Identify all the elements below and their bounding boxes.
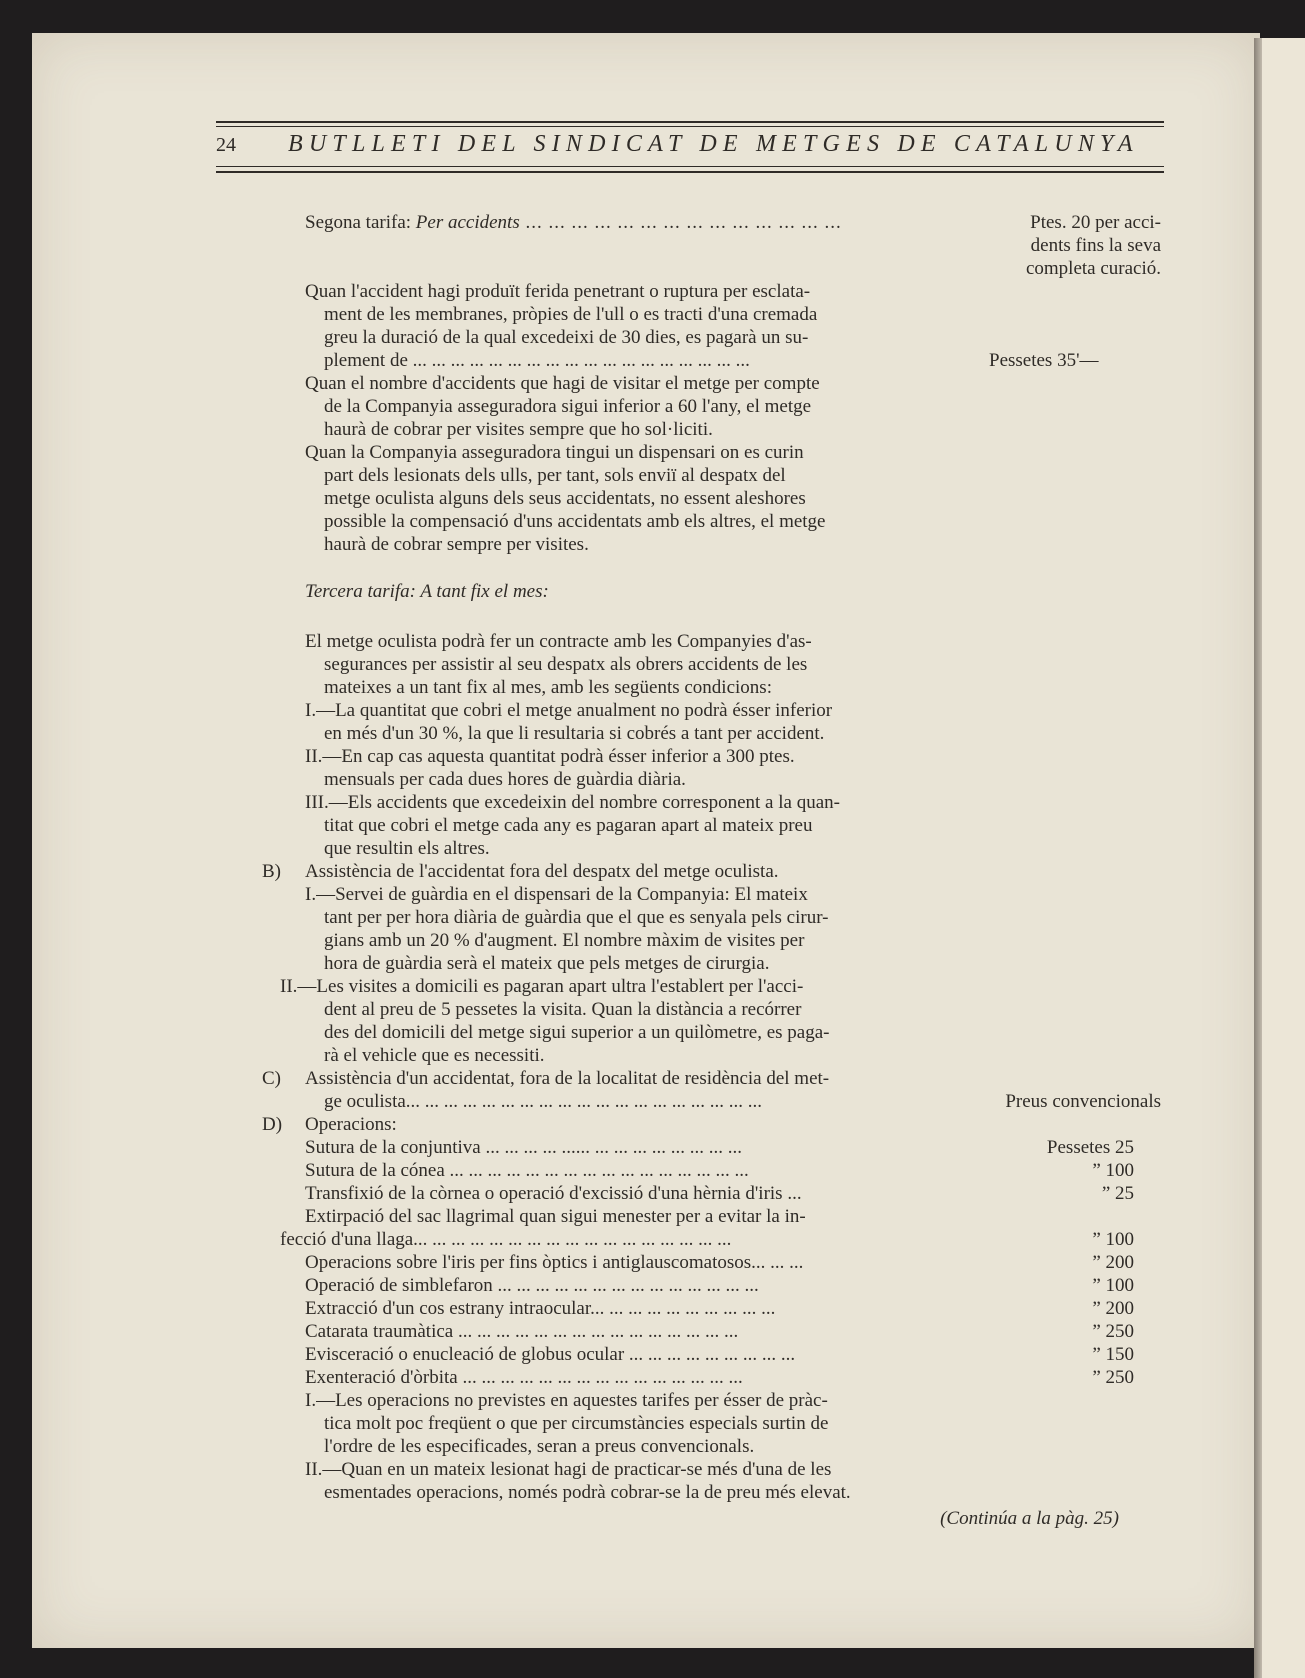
op-9: Catarata traumàtica ... ... ... ... ... ... ... ... ... ... ... ... ... ... ... [305,1321,739,1342]
p3-line-4: possible la compensació d'uns accidentats amb els altres, el metge [324,511,826,532]
p4-line-2: segurances per assistir al seu despatx als obrers accidents de les [324,654,808,675]
segona-price-3: completa curació. [1025,258,1161,279]
section-d-text: Operacions: [305,1114,397,1135]
p1-price: Pessetes 35'— [989,350,1099,371]
cond1-line-2: en més d'un 30 %, la que li resultaria si cobrés a tant per accident. [324,723,825,744]
c-line-2: ge oculista... ... ... ... ... ... ... ... ... ... ... ... ... ... ... ... ... ... ... [324,1091,763,1112]
op-4: Extirpació del sac llagrimal quan sigui menester per a evitar la in- [305,1206,806,1227]
cond1-line-1: I.—La quantitat que cobri el metge anualment no podrà ésser inferior [305,700,833,721]
op-9-price: ” 250 [1092,1321,1134,1342]
section-d-marker: D) [262,1114,283,1135]
c-price: Preus convencionals [1005,1091,1161,1112]
p2-line-2: de la Companyia asseguradora sigui inferior a 60 l'any, el metge [324,396,812,417]
p3-line-2: part dels lesionats dels ulls, per tant, sols enviï al despatx del [324,465,786,486]
note1-line-3: l'ordre de les especificades, seran a preus convencionals. [324,1436,755,1457]
segona-label: Segona tarifa: [305,212,416,233]
op-8: Extracció d'un cos estrany intraocular... ... ... ... ... ... ... ... ... ... [305,1298,776,1319]
segona-tarifa-line [305,211,842,234]
b1-line-4: hora de guàrdia serà el mateix que pels metges de cirurgia. [324,953,770,974]
op-10: Evisceració o enucleació de globus ocular ... ... ... ... ... ... ... ... ... [305,1344,796,1365]
segona-price-1: Ptes. 20 per acci- [1030,212,1161,233]
op-1: Sutura de la conjuntiva ... ... ... ... ...... ... ... ... ... ... ... ... ... [305,1137,742,1158]
note1-line-2: tica molt poc freqüent o que per circumstàncies especials surtin de [324,1413,829,1434]
p2-line-1: Quan el nombre d'accidents que hagi de visitar el metge per compte [305,373,820,394]
cond2-line-2: mensuals per cada dues hores de guàrdia diària. [324,769,686,790]
header-rule-bottom-1 [216,166,1164,167]
op-11: Exenteració d'òrbita ... ... ... ... ... ... ... ... ... ... ... ... ... ... ... [305,1367,743,1388]
p2-line-3: haurà de cobrar per visites sempre que ho sol·liciti. [324,419,713,440]
op-8-price: ” 200 [1092,1298,1134,1319]
section-c-marker: C) [262,1068,281,1089]
segona-italic: Per accidents [415,212,520,233]
running-head [216,131,1164,164]
header-rule-top-2 [216,126,1164,127]
op-6: Operacions sobre l'iris per fins òptics i antiglauscomatosos... ... ... [305,1252,804,1273]
p1-line-4: plement de ... ... ... ... ... ... ... ... ... ... ... ... ... ... ... ... ... ... [324,350,750,371]
section-b-marker: B) [262,861,281,882]
p4-line-3: mateixes a un tant fix al mes, amb les següents condicions: [324,677,772,698]
segona-price-2: dents fins la seva [1030,235,1161,256]
b2-line-4: rà el vehicle que es necessiti. [324,1045,545,1066]
p1-line-2: ment de les membranes, pròpies de l'ull o es tracti d'una cremada [324,304,818,325]
op-2-price: ” 100 [1092,1160,1134,1181]
op-7-price: ” 100 [1092,1275,1134,1296]
p4-line-1: El metge oculista podrà fer un contracte amb les Companyies d'as- [305,631,812,652]
b2-line-3: des del domicili del metge sigui superior a un quilòmetre, es paga- [324,1022,830,1043]
op-3: Transfixió de la còrnea o operació d'excissió d'una hèrnia d'iris ... [305,1183,802,1204]
op-5-price: ” 100 [1092,1229,1134,1250]
op-5: fecció d'una llaga... ... ... ... ... ... ... ... ... ... ... ... ... ... ... ... ... [280,1229,732,1250]
cond2-line-1: II.—En cap cas aquesta quantitat podrà ésser inferior a 300 ptes. [305,746,795,767]
tercera-tarifa-heading: Tercera tarifa: A tant fix el mes: [305,581,549,602]
continuation-note: (Continúa a la pàg. 25) [940,1508,1119,1529]
op-2: Sutura de la cónea ... ... ... ... ... ... ... ... ... ... ... ... ... ... ... ... [305,1160,749,1181]
cond3-line-1: III.—Els accidents que excedeixin del nombre corresponent a la quan- [305,792,840,813]
journal-title: BUTLLETI DEL SINDICAT DE METGES DE CATALUNYA [288,131,1139,157]
b1-line-2: tant per per hora diària de guàrdia que el que es senyala pels cirur- [324,907,829,928]
note1-line-1: I.—Les operacions no previstes en aquestes tarifes per ésser de pràc- [305,1390,828,1411]
cond3-line-2: titat que cobri el metge cada any es pagaran apart al mateix preu [324,815,813,836]
note2-line-1: II.—Quan en un mateix lesionat hagi de practicar-se més d'una de les [305,1459,832,1480]
c-line-1: Assistència d'un accidentat, fora de la localitat de residència del met- [305,1068,830,1089]
op-7: Operació de simblefaron ... ... ... ... ... ... ... ... ... ... ... ... ... ... [305,1275,759,1296]
p3-line-3: metge oculista alguns dels seus accidentats, no essent aleshores [324,488,806,509]
section-b-text: Assistència de l'accidentat fora del despatx del metge oculista. [305,861,779,882]
p3-line-5: haurà de cobrar sempre per visites. [324,534,589,555]
op-6-price: ” 200 [1092,1252,1134,1273]
b1-line-3: gians amb un 20 % d'augment. El nombre màxim de visites per [324,930,805,951]
note2-line-2: esmentades operacions, només podrà cobrar-se la de preu més elevat. [324,1482,851,1503]
b2-line-1: II.—Les visites a domicili es pagaran apart ultra l'establert per l'acci- [280,976,804,997]
p3-line-1: Quan la Companyia asseguradora tingui un dispensari on es curin [305,442,804,463]
header-rule-top-1 [216,121,1164,123]
page-number: 24 [216,134,236,156]
cond3-line-3: que resultin els altres. [324,838,490,859]
op-1-price: Pessetes 25 [1046,1137,1134,1158]
op-10-price: ” 150 [1092,1344,1134,1365]
segona-dots: ... ... ... ... ... ... ... ... ... ... ... ... ... ... [519,212,842,233]
p1-line-3: greu la duració de la qual excedeixi de 30 dies, es pagarà un su- [324,327,809,348]
b1-line-1: I.—Servei de guàrdia en el dispensari de la Companyia: El mateix [305,884,808,905]
op-11-price: ” 250 [1092,1367,1134,1388]
b2-line-2: dent al preu de 5 pessetes la visita. Quan la distància a recórrer [324,999,802,1020]
header-rule-bottom-2 [216,171,1164,173]
next-page-edge [1262,38,1305,1678]
p1-line-1: Quan l'accident hagi produït ferida penetrant o ruptura per esclata- [305,281,811,302]
op-3-price: ” 25 [1101,1183,1134,1204]
